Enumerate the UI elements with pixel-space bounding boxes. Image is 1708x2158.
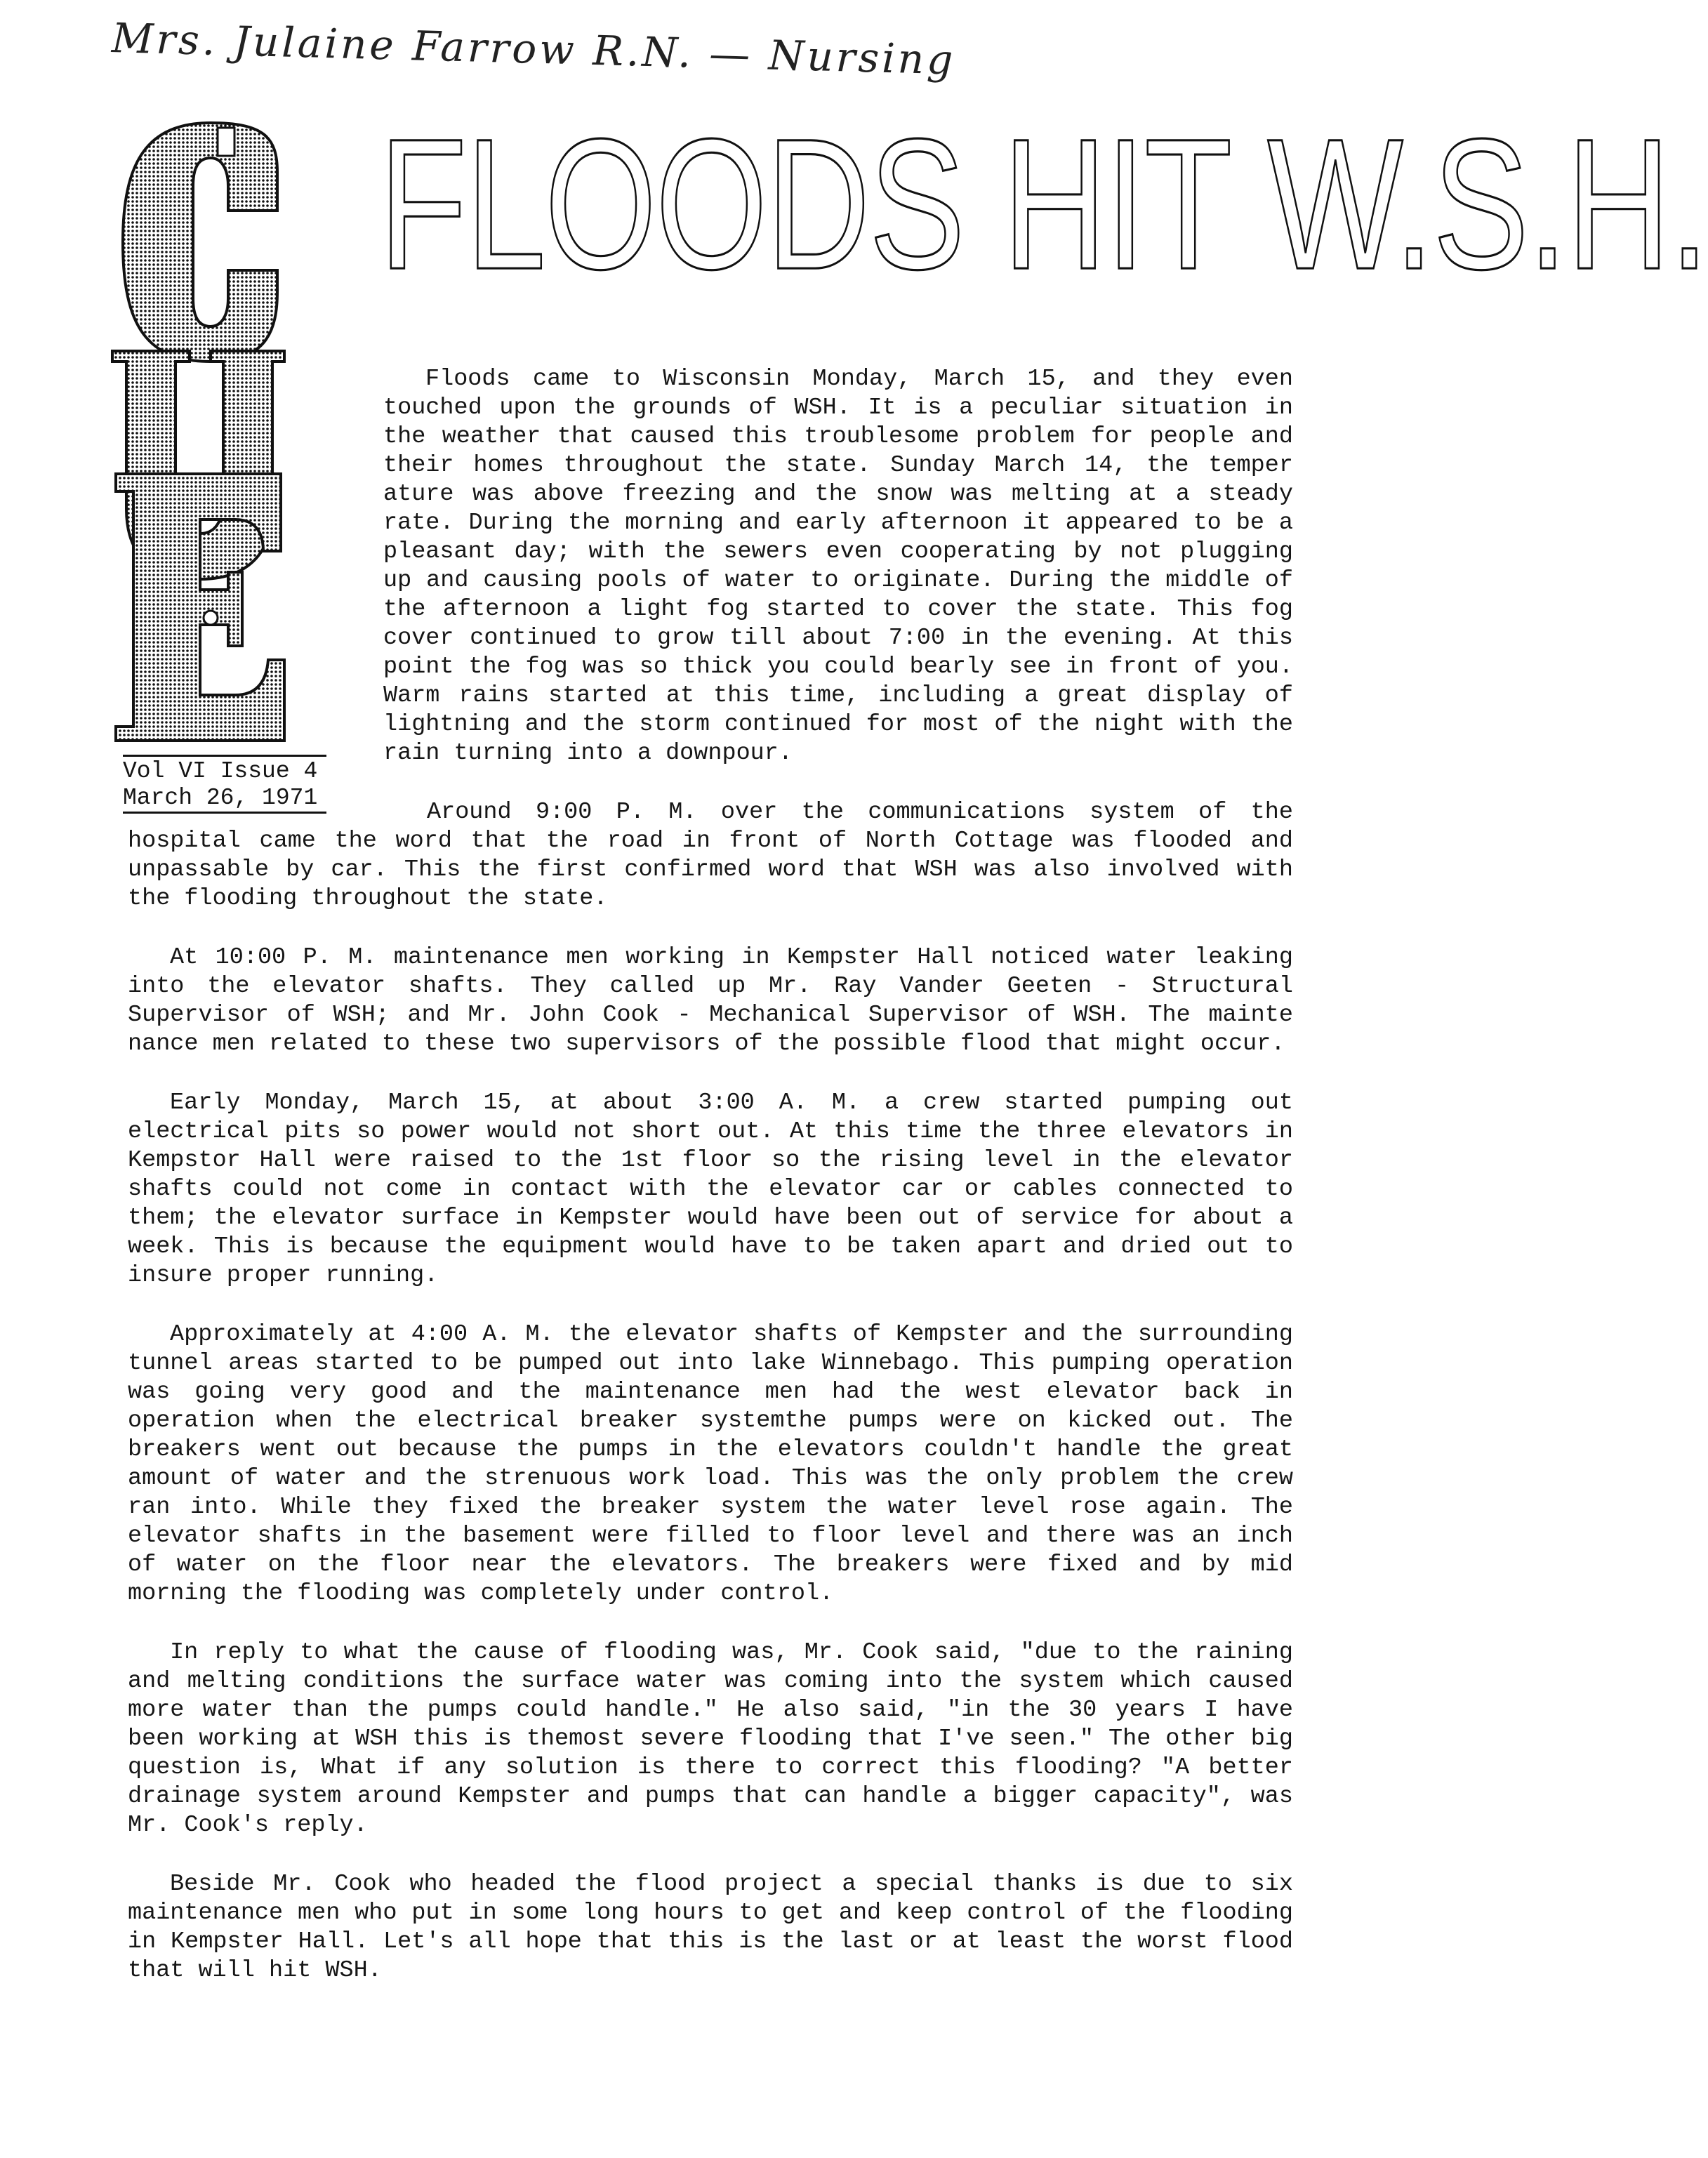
article-paragraph: In reply to what the cause of flooding was, Mr. Cook said, "due to the raining and melting conditions the surface water was coming into the system which caused more water than the pumps could handle." He also said, "in the 30 years I have been working at WSH this is themost severe flooding that I've seen." The other big question is, What if any solution is there to correct this flooding? "A better drainage system around Kempster and pumps that can handle a bigger capacity", was Mr. Cook's reply. [128, 1639, 1293, 1839]
handwritten-annotation: Mrs. Julaine Farrow R.N. — Nursing [111, 14, 957, 84]
headline: FLOODS HIT W.S.H. [379, 100, 1708, 308]
article-paragraph: Early Monday, March 15, at about 3:00 A. M. a crew started pumping out electrical pits so power would not short out. At this time the three elevators in Kempstor Hall were raised to the 1st floor so the rising level in the elevator shafts could not come in contact with the elevator car or cables connected to them; the elevator surface in Kempster would have been out of service for about a week. This is because the equipment would have to be taken apart and dried out to insure proper running. [128, 1090, 1293, 1289]
masthead-letter-c [123, 123, 277, 362]
issue-volume: Vol VI Issue 4 [123, 755, 326, 785]
article-paragraph: At 10:00 P. M. maintenance men working in Kempster Hall noticed water leaking into the elevator shafts. They called up Mr. Ray Vander Geeten - Structural Supervisor of WSH; and Mr. John Cook - Mechanical Supervisor of WSH. The mainte nance men related to these two supervisors of the possible flood that might occur. [128, 944, 1293, 1057]
article-paragraph: Beside Mr. Cook who headed the flood project a special thanks is due to six maintenance men who put in some long hours to get and keep control of the flooding in Kempster Hall. Let's all hope that this is the last or at least the worst flood that will hit WSH. [128, 1871, 1293, 1984]
article-paragraph: Around 9:00 P. M. over the communications system of the hospital came the word that the road in front of North Cottage was flooded and unpassable by car. This the first confirmed word that WSH was also involved with the flooding throughout the state. [128, 799, 1293, 912]
article-body [128, 365, 1293, 1985]
article-paragraph: Floods came to Wisconsin Monday, March 15, and they even touched upon the grounds of WSH. It is a peculiar situation in the weather that caused this troublesome problem for people and their homes throughout the state. Sunday March 14, the temper ature was above freezing and the snow was melting at a steady rate. During the morning and early afternoon it appeared to be a pleasant day; with the sewers even cooperating by not plugging up and causing pools of water to originate. During the middle of the afternoon a light fog started to cover the state. This fog cover continued to grow till about 7:00 in the evening. At this point the fog was so thick you could bearly see in front of you. Warm rains started at this time, including a great display of lightning and the storm continued for most of the night with the rain turning into a downpour. [383, 366, 1293, 767]
issue-date: March 26, 1971 [123, 785, 326, 814]
article-paragraph: Approximately at 4:00 A. M. the elevator shafts of Kempster and the surrounding tunnel areas started to be pumped out into lake Winnebago. This pumping operation was going very good and the maintenance men had the west elevator back in operation when the electrical breaker systemthe pumps were on kicked out. The breakers went out because the pumps in the elevators couldn't handle the great amount of water and the strenuous work load. This was the only problem the crew ran into. While they fixed the breaker system the water level rose again. The elevator shafts in the basement were filled to floor level and there was an inch of water on the floor near the elevators. The breakers were fixed and by mid morning the flooding was completely under control. [128, 1321, 1293, 1607]
